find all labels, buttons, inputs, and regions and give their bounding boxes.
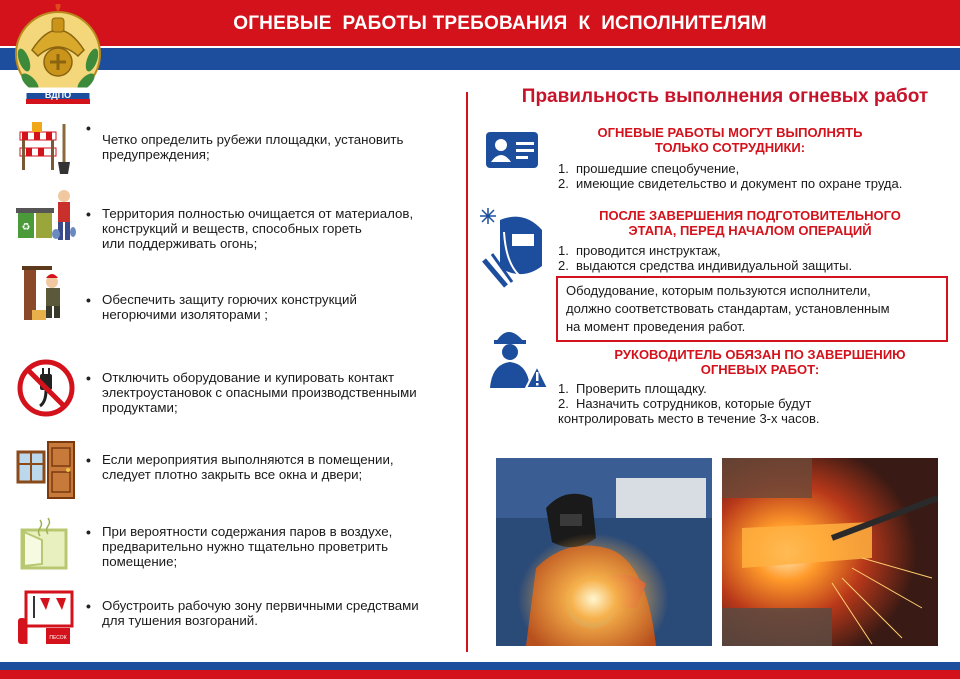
item-text: Отключить оборудование и купировать контакт электроустановок с опасными производственными продуктами; bbox=[102, 370, 417, 415]
list-item: 1. проводится инструктаж, bbox=[558, 243, 721, 258]
header-blue-band bbox=[0, 48, 960, 70]
bullet: • bbox=[86, 120, 91, 136]
bullet: • bbox=[86, 292, 91, 308]
list-item bbox=[16, 514, 466, 574]
vdpo-emblem-icon bbox=[12, 4, 104, 116]
footer-blue-band bbox=[0, 662, 960, 670]
item-text: Обеспечить защиту горючих конструкций негорючими изоляторами ; bbox=[102, 292, 357, 322]
welder-mask-icon bbox=[476, 204, 550, 290]
list-item: 1. Проверить площадку. bbox=[558, 381, 707, 396]
list-item bbox=[16, 264, 466, 324]
item-text: Обустроить рабочую зону первичными средствами для тушения возгораний. bbox=[102, 598, 419, 628]
list-item: 2. выдаются средства индивидуальной защиты. bbox=[558, 258, 853, 273]
recycle-bins-worker-icon bbox=[16, 188, 76, 248]
list-item bbox=[16, 118, 466, 178]
item-text: При вероятности содержания паров в воздухе, предварительно нужно тщательно проветрить помещение; bbox=[102, 524, 393, 569]
fire-stand-icon bbox=[16, 588, 76, 648]
equipment-note: Ободудование, которым пользуются исполнители, должно соответствовать стандартам, установленным на момент проведения работ. bbox=[556, 276, 948, 342]
bullet: • bbox=[86, 524, 91, 540]
svg-text:ПЕСОК: ПЕСОК bbox=[49, 635, 67, 641]
section1-list bbox=[558, 161, 958, 191]
list-item: 2. имеющие свидетельство и документ по охране труда. bbox=[558, 176, 903, 191]
list-item bbox=[16, 188, 466, 251]
bullet: • bbox=[86, 452, 91, 468]
section2-list bbox=[558, 243, 958, 273]
footer-red-band bbox=[0, 670, 960, 679]
list-item: 2. Назначить сотрудников, которые будут контролировать место в течение 3-х часов. bbox=[558, 396, 820, 426]
section3-list bbox=[558, 381, 958, 426]
window-door-icon bbox=[16, 440, 76, 500]
section3-heading: РУКОВОДИТЕЛЬ ОБЯЗАН ПО ЗАВЕРШЕНИЮ ОГНЕВЫХ РАБОТ: bbox=[614, 347, 906, 377]
id-card-icon bbox=[484, 130, 540, 170]
section2-heading: ПОСЛЕ ЗАВЕРШЕНИЯ ПОДГОТОВИТЕЛЬНОГО ЭТАПА, ПЕРЕД НАЧАЛОМ ОПЕРАЦИЙ bbox=[599, 208, 901, 238]
hot-metal-photo bbox=[722, 458, 938, 646]
bullet: • bbox=[86, 206, 91, 222]
item-text: Четко определить рубежи площадки, установить предупреждения; bbox=[102, 132, 404, 162]
emblem-text: ВДПО bbox=[44, 90, 72, 100]
section1-heading: ОГНЕВЫЕ РАБОТЫ МОГУТ ВЫПОЛНЯТЬ ТОЛЬКО СОТРУДНИКИ: bbox=[597, 125, 863, 155]
list-item bbox=[16, 588, 466, 648]
item-text: Если мероприятия выполняются в помещении, следует плотно закрыть все окна и двери; bbox=[102, 452, 394, 482]
welder-photo bbox=[496, 458, 712, 646]
item-text: Территория полностью очищается от материалов, конструкций и веществ, способных гореть или поддерживать огонь; bbox=[102, 206, 414, 251]
page-title: ОГНЕВЫЕ РАБОТЫ ТРЕБОВАНИЯ К ИСПОЛНИТЕЛЯМ bbox=[233, 13, 767, 34]
worker-warning-icon bbox=[486, 320, 548, 390]
list-item bbox=[16, 358, 466, 418]
barrier-shovel-icon bbox=[16, 118, 76, 178]
bullet: • bbox=[86, 598, 91, 614]
list-item bbox=[16, 440, 466, 500]
open-window-icon bbox=[16, 514, 76, 574]
list-item: 1. прошедшие спецобучение, bbox=[558, 161, 740, 176]
section-title: Правильность выполнения огневых работ bbox=[521, 86, 929, 107]
svg-text:♻: ♻ bbox=[21, 222, 31, 233]
firefighter-wall-icon bbox=[16, 264, 76, 324]
bullet: • bbox=[86, 370, 91, 386]
no-plug-icon bbox=[16, 358, 76, 418]
